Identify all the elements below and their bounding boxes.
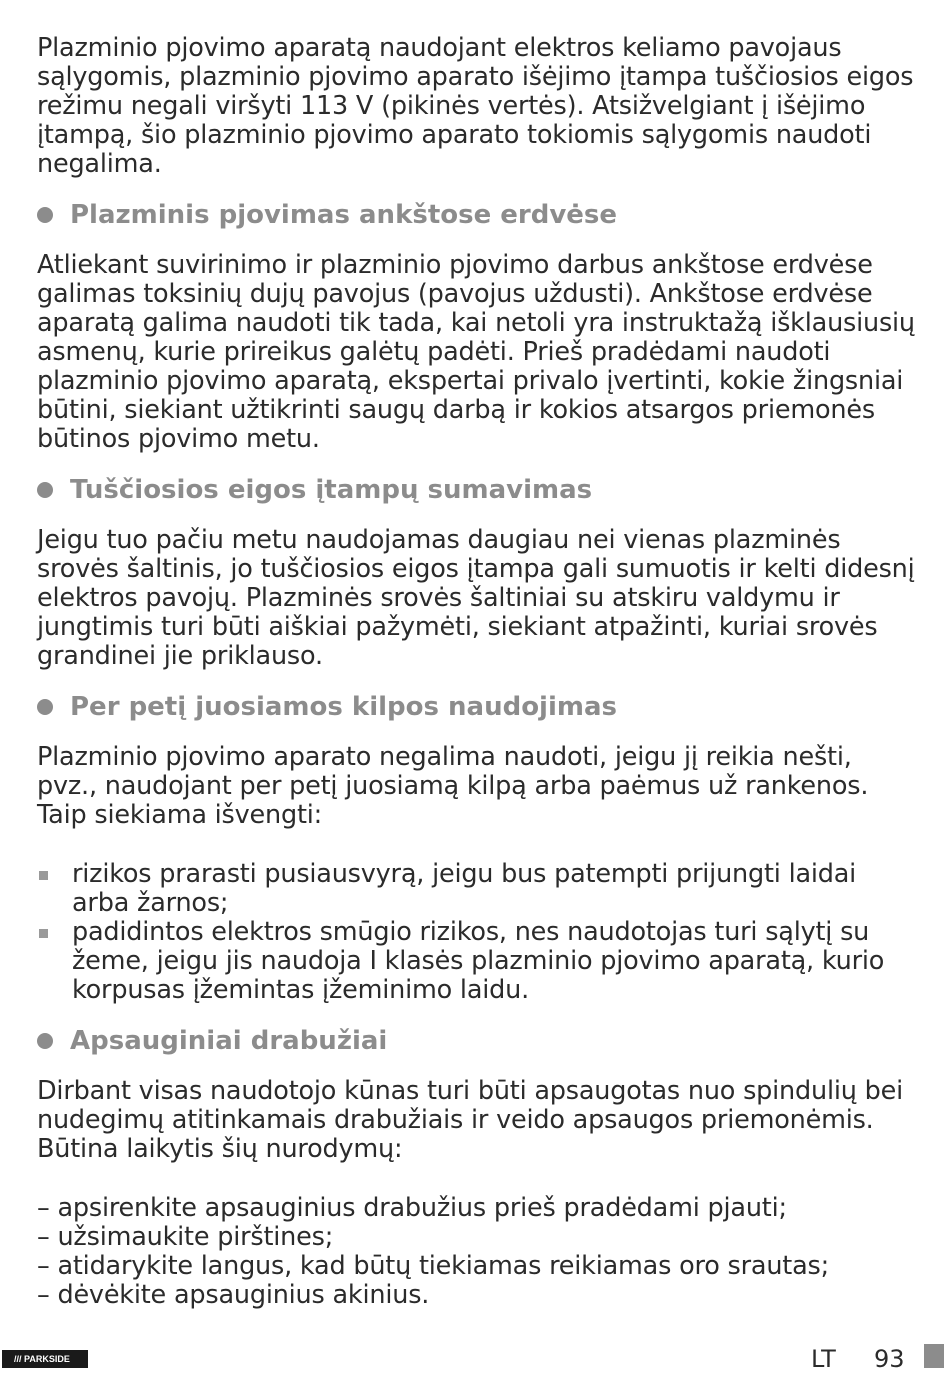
bullet-dot-icon (37, 1033, 53, 1049)
square-bullet-icon (39, 929, 48, 938)
section-heading (37, 691, 917, 723)
list-item (37, 918, 917, 1005)
list-item-text: rizikos prarasti pusiausvyrą, jeigu bus patempti prijungti laidai arba žarnos; (72, 859, 857, 918)
bullet-dot-icon (37, 482, 53, 498)
bullet-dot-icon (37, 699, 53, 715)
section-heading-text: Plazminis pjovimas ankštose erdvėse (70, 200, 618, 230)
bullet-dot-icon (37, 207, 53, 223)
section-paragraph: Dirbant visas naudotojo kūnas turi būti apsaugotas nuo spindulių bei nudegimų atitinkamais drabužiais ir veido apsaugos priemonėmis. Būtina laikytis šių nurodymų: (37, 1076, 903, 1164)
intro-paragraph: Plazminio pjovimo aparatą naudojant elektros keliamo pavojaus sąlygomis, plazminio pjovimo aparato išėjimo įtampa tuščiosios eigos režimu negali viršyti 113 V (pikinės vertės). Atsižvelgiant į išėjimo įtampą, šio plazminio pjovimo aparato tokiomis sąlygomis naudoti negalima. (37, 33, 914, 179)
page-content (37, 34, 917, 1310)
list-item (37, 860, 917, 918)
page-marker (924, 1344, 944, 1368)
section-paragraph: Plazminio pjovimo aparato negalima naudoti, jeigu jį reikia nešti, pvz., naudojant per petį juosiamą kilpą arba paėmus už rankenos. Taip siekiama išvengti: (37, 742, 869, 830)
brand-logo-text: /// PARKSIDE (14, 1354, 70, 1364)
dash-list-item: – apsirenkite apsauginius drabužius prieš pradėdami pjauti; (37, 1193, 787, 1223)
page-number: 93 (874, 1345, 905, 1373)
section-heading (37, 1025, 917, 1057)
dash-list-item: – užsimaukite pirštines; (37, 1222, 334, 1252)
section-heading-text: Tuščiosios eigos įtampų sumavimas (70, 475, 593, 505)
dash-list-item: – atidarykite langus, kad būtų tiekiamas reikiamas oro srautas; (37, 1251, 829, 1281)
language-code: LT (811, 1345, 836, 1373)
section-paragraph: Atliekant suvirinimo ir plazminio pjovimo darbus ankštose erdvėse galimas toksinių dujų pavojus (pavojus uždusti). Ankštose erdvėse aparatą galima naudoti tik tada, kai netoli yra instruktažą išklausiusių asmenų, kurie prireikus galėtų padėti. Prieš pradėdami naudoti plazminio pjovimo aparatą, ekspertai privalo įvertinti, kokie žingsniai būtini, siekiant užtikrinti saugų darbą ir kokios atsargos priemonės būtinos pjovimo metu. (37, 250, 915, 454)
section-heading (37, 199, 917, 231)
dash-list-item: – dėvėkite apsauginius akinius. (37, 1280, 430, 1310)
section-paragraph: Jeigu tuo pačiu metu naudojamas daugiau nei vienas plazminės srovės šaltinis, jo tuščiosios eigos įtampa gali sumuotis ir kelti didesnį elektros pavojų. Plazminės srovės šaltiniai su atskiru valdymu ir jungtimis turi būti aiškiai pažymėti, siekiant atpažinti, kuriai srovės grandinei jie priklauso. (37, 525, 915, 671)
section-heading-text: Apsauginiai drabužiai (70, 1026, 388, 1056)
section-heading (37, 474, 917, 506)
bullet-list (37, 860, 917, 1005)
square-bullet-icon (39, 871, 48, 880)
brand-logo (2, 1350, 88, 1368)
section-heading-text: Per petį juosiamos kilpos naudojimas (70, 692, 617, 722)
list-item-text: padidintos elektros smūgio rizikos, nes naudotojas turi sąlytį su žeme, jeigu jis naudoja I klasės plazminio pjovimo aparatą, kurio korpusas įžemintas įžeminimo laidu. (72, 917, 885, 1005)
